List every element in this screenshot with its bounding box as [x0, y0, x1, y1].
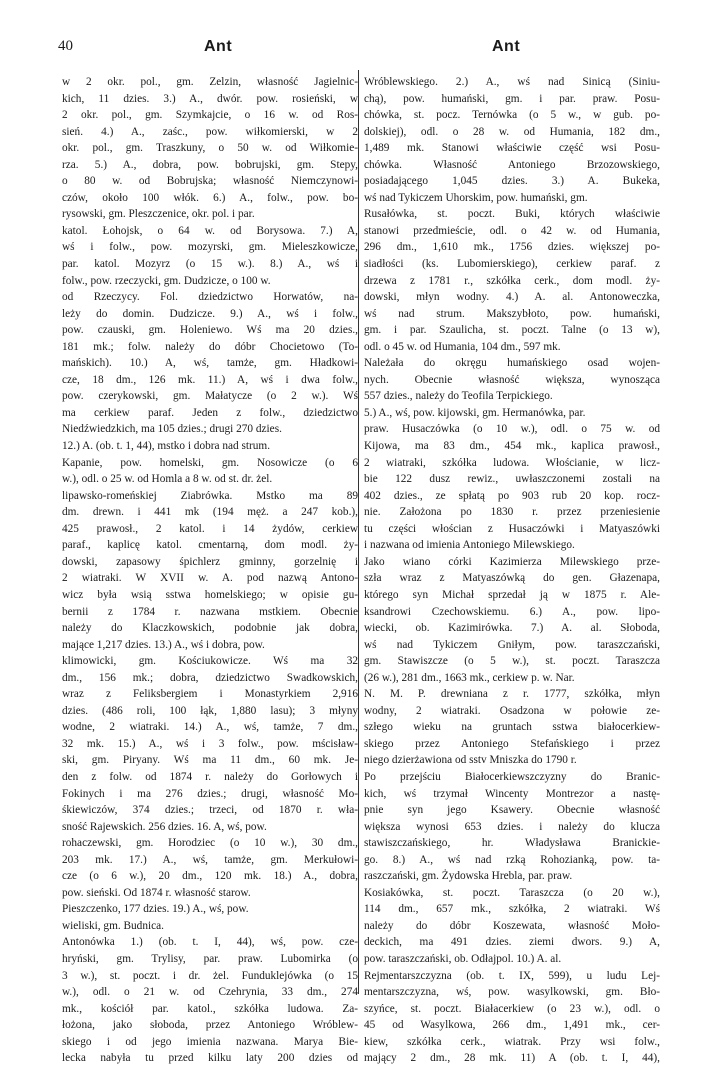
text-line: wodne, 2 wiatraki. 14.) A., wś, tamże, 7 dm.,	[62, 721, 358, 734]
text-line: dm., 156 mk.; dobra, dziedzictwo Swadkowskich,	[62, 671, 358, 684]
text-line: praw. Husaczówka (o 10 w.), odl. o 75 w. od	[364, 423, 660, 436]
text-line: skiego przez Antoniego Stefańskiego i przez	[364, 737, 660, 750]
text-line: Rejmentarszczyzna (ob. t. IX, 599), u ludu Lej-	[364, 969, 660, 982]
text-line: gm. Stawiszcze (o 5 w.), st. poczt. Taraszcza	[364, 655, 660, 668]
text-line: rohaczewski, gm. Horodziec (o 10 w.), 30 dm.,	[62, 837, 358, 850]
text-line: większa wynosi 653 dzies. i należy do klucza	[364, 820, 660, 833]
text-line: cze (o 6 w.), 20 dm., 120 mk. 18.) A., dobra,	[62, 870, 358, 883]
text-line: 181 mk.; folw. należy do dóbr Chocietowo (To-	[62, 340, 358, 353]
text-line: wraz z Feliksbergiem i Monastyrkiem 2,916	[62, 688, 358, 701]
text-line: katol. Łohojsk, o 64 w. od Borysowa. 7.) A,	[62, 224, 358, 237]
text-line: kiew, szkółka cerk., wiatrak. Przy wsi folw.,	[364, 1035, 660, 1048]
text-line: wś nad Tykiczem Uhorskim, pow. humański, gm.	[364, 191, 588, 204]
text-line: w.), odl. o 21 w. od Czehrynia, 33 dm., 274	[62, 986, 358, 999]
text-line: łożona, jako słoboda, przez Antoniego Wróblew-	[62, 1019, 358, 1032]
text-line: należy do dóbr Koszewata, własność Moło-	[364, 919, 660, 932]
text-line: 12.) A. (ob. t. 1, 44), mstko i dobra nad strum.	[62, 440, 271, 453]
text-line: pow. czauski, gm. Holeniewo. Wś ma 20 dzies.,	[62, 324, 358, 337]
right-column	[364, 74, 660, 1065]
text-line: 2 okr. pol., gm. Szymkajcie, o 16 w. od Ros-	[62, 109, 358, 122]
text-line: chówka, st. pocz. Ternówka (o 5 w., w gub. po-	[364, 109, 660, 122]
text-line: mające 1,217 dzies. 13.) A., wś i dobra, pow.	[62, 638, 265, 651]
text-line: ski, gm. Piryany. Wś ma 11 dm., 60 mk. Je-	[62, 754, 358, 767]
text-line: siadłości (ks. Lubomierskiego), cerkiew paraf. z	[364, 258, 660, 271]
text-line: dowski, zapasowy śpichlerz gminny, gorzelnię i	[62, 555, 358, 568]
text-line: drzewa z 1781 r., szkółka cerk., dom modl. ży-	[364, 274, 660, 287]
text-line: w 2 okr. pol., gm. Zelzin, własność Jagielnic-	[62, 76, 358, 88]
text-line: dzies. (486 roli, 100 łąk, 1,880 lasu); 3 młyny	[62, 704, 358, 717]
text-line: wodny, 2 wiatraki. Osadzona w połowie ze-	[364, 704, 660, 717]
text-line: (26 w.), 281 dm., 1663 mk., cerkiew p. w. Nar.	[364, 671, 575, 684]
text-line: Po przejściu Białocerkiewszczyzny do Branic-	[364, 770, 660, 783]
text-line: i nazwana od imienia Antoniego Milewskiego.	[364, 539, 575, 552]
text-line: deckich, ma 491 dzies. ziemi dwors. 9.) A,	[364, 936, 660, 949]
text-line: Antonówka 1.) (ob. t. I, 44), wś, pow. cze-	[62, 936, 358, 949]
text-line: paraf., kaplicę katol. cmentarną, dom modl. ży-	[62, 539, 358, 552]
text-line: Fokinych i ma 276 dzies.; drugi, własność Mo-	[62, 787, 358, 800]
text-line: 557 dzies., należy do Teofila Terpickiego.	[364, 390, 553, 403]
text-line: w.), odl. o 25 w. od Homla a 8 w. od st. dr. żel.	[62, 473, 273, 486]
text-line: tu części włościan z Husaczówki i Matyaszówki	[364, 522, 660, 535]
text-line: 3 w.), st. poczt. i dr. żel. Funduklejówka (o 15	[62, 969, 358, 982]
page-number: 40	[58, 38, 73, 54]
text-line: którego syn Michał sprzedał ją w 1875 r. Ale-	[364, 588, 660, 601]
text-line: 45 od Wasylkowa, 266 dm., 1,491 mk., cer-	[364, 1019, 660, 1032]
text-line: sień. 4.) A., zaśc., pow. wiłkomierski, w 2	[62, 125, 358, 138]
text-line: bernii z 1784 r. nazwana mstkiem. Obecnie	[62, 605, 358, 618]
text-line: wiecki, ob. Kazimirówka. 7.) A. al. Słoboda,	[364, 622, 660, 635]
text-line: należy do Klaczkowskich, podobnie jak dobra,	[62, 622, 358, 635]
text-line: bie 122 dusz rewiz., uwłaszczonemi zostali na	[364, 473, 660, 486]
text-line: chówka. Własność Antoniego Brzozowskiego,	[364, 158, 660, 171]
text-line: dm. drewn. i 441 mk (194 męż. a 247 kob.),	[62, 506, 358, 519]
text-line: sność Rajewskich. 256 dzies. 16. A, wś, pow.	[62, 820, 267, 833]
text-line: okr. pol., gm. Traszkuny, o 50 w. od Wiłkomie-	[62, 142, 358, 155]
text-line: 5.) A., wś, pow. kijowski, gm. Hermanówka, par.	[364, 406, 586, 419]
text-line: stanowi przedmieście, odl. o 42 w. od Humania,	[364, 224, 660, 237]
text-line: lipawsko-romeńskiej Ziabrówka. Mstko ma 89	[62, 489, 358, 502]
text-line: hryński, gm. Trylisy, par. praw. Lubomirka (o	[62, 952, 358, 965]
text-line: lecka nabyła tu przed kilku laty 200 dzies od	[62, 1052, 358, 1065]
text-line: nych. Obecnie własność większa, wynosząca	[364, 373, 660, 386]
text-line: rysowski, gm. Pleszczenice, okr. pol. i par.	[62, 208, 255, 221]
text-line: 1,489 mk. Stanowi właściwie część wsi Posu-	[364, 142, 660, 155]
text-line: wicz była wsią sstwa homelskiego; w opisie gu-	[62, 588, 358, 601]
text-line: wś nad strum. Makszybłoto, pow. humański,	[364, 307, 660, 320]
text-line: leży do domin. Dudzicze. 9.) A., wś i folw.,	[62, 307, 358, 320]
page-header	[0, 38, 720, 62]
running-headword-left: Ant	[204, 38, 233, 55]
text-line: pow. sieński. Od 1874 r. własność starow.	[62, 886, 251, 899]
left-column	[62, 74, 358, 1065]
text-line: nie. Założona po 1830 r. przez przeniesienie	[364, 506, 660, 519]
text-line: gm. i par. Szaulicha, st. poczt. Talne (o 13 w),	[364, 324, 660, 337]
text-line: szła wraz z Matyaszówką do gen. Głazenapa,	[364, 572, 660, 585]
text-line: 2 wiatraki, szkółka ludowa. Włościanie, w licz-	[364, 456, 660, 469]
text-line: skiego i od jego imienia nazwana. Marya Bie-	[62, 1035, 358, 1048]
text-line: mk., kościół par. katol., szkółka ludowa. Za-	[62, 1002, 358, 1015]
text-line: wś i folw., pow. mozyrski, gm. Mieleszkowicze,	[62, 241, 358, 254]
text-line: wieliski, gm. Budnica.	[62, 919, 164, 932]
text-line: par. katol. Mozyrz (o 15 w.). 8.) A., wś i	[62, 258, 358, 271]
text-line: szyńce, st. poczt. Białacerkiew (o 23 w.), odl. o	[364, 1002, 660, 1015]
text-line: rza. 5.) A., dobra, pow. bobrujski, gm. Stepy,	[62, 158, 358, 171]
text-line: 2 wiatraki. W XVII w. A. pod nazwą Antono-	[62, 572, 358, 585]
text-line: chą), pow. humański, gm. i par. praw. Posu-	[364, 92, 660, 105]
text-line: Wróblewskiego. 2.) A., wś nad Sinicą (Siniu-	[364, 76, 660, 88]
text-line: 32 mk. 15.) A., wś i 3 folw., pow. mścisław-	[62, 737, 358, 750]
text-line: Pieszczenko, 177 dzies. 19.) A., wś, pow.	[62, 903, 249, 916]
text-line: mentarszczyzna, wś, pow. wasylkowski, gm. Bło-	[364, 986, 660, 999]
text-line: szłego wieku na gruntach sstwa białocerkiew-	[364, 721, 660, 734]
running-headword-right: Ant	[492, 38, 521, 55]
text-line: pow. czerykowski, gm. Małatycze (o 2 w.). Wś	[62, 390, 358, 403]
text-line: klimowicki, gm. Kościukowicze. Wś ma 32	[62, 655, 358, 668]
text-line: dolskiej), odl. o 28 w. od Humania, 182 dm.,	[364, 125, 660, 138]
text-line: Niedźwiedzkich, ma 105 dzies.; drugi 270 dzies.	[62, 423, 282, 436]
text-line: o 80 w. od Bobrujska; własność Niemczynowi-	[62, 175, 358, 188]
text-line: Jako wiano córki Kazimierza Milewskiego prze-	[364, 555, 660, 568]
text-line: ma cerkiew paraf. Jeden z folw., dziedzictwo	[62, 406, 358, 419]
text-line: 203 mk. 17.) A., wś, tamże, gm. Merkułowi-	[62, 853, 358, 866]
text-line: pnie syn jego Ksawery. Obecnie własność	[364, 804, 660, 817]
text-line: folw., pow. rzeczycki, gm. Dudzicze, o 100 w.	[62, 274, 271, 287]
text-line: śkiewiczów, 374 dzies.; trzeci, od 1870 r. wła-	[62, 804, 358, 817]
text-line: Kosiakówka, st. poczt. Taraszcza (o 20 w.),	[364, 886, 660, 899]
text-line: czów, około 100 włók. 6.) A., folw., pow. bo-	[62, 191, 358, 204]
text-line: wś nad Tykiczem Gniłym, pow. taraszczański,	[364, 638, 660, 651]
text-line: kich, 11 dzies. 3.) A., dwór. pow. rosieński, w	[62, 92, 358, 105]
text-line: mający 2 dm., 28 mk. 11) A (ob. t. I, 44),	[364, 1052, 660, 1065]
text-line: N. M. P. drewniana z r. 1777, szkółka, młyn	[364, 688, 660, 701]
text-line: mańskich). 10.) A, wś, tamże, gm. Hładkowi-	[62, 357, 358, 370]
text-line: raszczański, gm. Żydowska Hrebla, par. praw.	[364, 870, 573, 883]
text-line: stawiszczańskiego, hr. Władysława Branickie-	[364, 837, 660, 850]
text-line: od Rzeczycy. Fol. dziedzictwo Horwatów, na-	[62, 291, 358, 304]
text-line: ksandrowi Czechowskiemu. 6.) A., pow. lipo-	[364, 605, 660, 618]
text-line: Kapanie, pow. homelski, gm. Nosowicze (o 6	[62, 456, 358, 469]
text-line: odl. o 45 w. od Humania, 104 dm., 597 mk.	[364, 340, 561, 353]
text-line: den z folw. od 1874 r. należy do Gorłowych i	[62, 770, 358, 783]
text-line: Rusałówka, st. poczt. Buki, których właściwie	[364, 208, 660, 221]
text-line: 402 dzies., ze spłatą po 903 rub 20 kop. rocz-	[364, 489, 660, 502]
text-line: pow. taraszczański, ob. Odłajpol. 10.) A. al.	[364, 952, 562, 965]
column-divider	[358, 70, 359, 994]
text-line: cze, 18 dm., 126 mk. 11.) A, wś i dwa folw.,	[62, 373, 358, 386]
text-line: 114 dm., 657 mk., szkółka, 2 wiatraki. Wś	[364, 903, 660, 916]
text-line: go. 8.) A., wś nad rzką Rohozianką, pow. ta-	[364, 853, 660, 866]
text-line: posiadającego 1,045 dzies. 3.) A. Bukeka,	[364, 175, 660, 188]
text-line: 296 dm., 1,610 mk., 1756 dzies. większej po-	[364, 241, 660, 254]
text-line: dowski, młyn wodny. 4.) A. al. Antonoweczka,	[364, 291, 660, 304]
text-line: 425 prawosł., 2 katol. i 14 żydów, cerkiew	[62, 522, 358, 535]
text-line: Kijowa, ma 83 dm., 454 mk., kaplica prawosł.,	[364, 440, 660, 453]
text-line: niego dzierżawiona od sstv Mniszka do 1790 r.	[364, 754, 577, 767]
text-line: kich, wś trzymał Wincenty Montrezor a nastę-	[364, 787, 660, 800]
text-line: Należała do okręgu humańskiego osad wojen-	[364, 357, 660, 370]
